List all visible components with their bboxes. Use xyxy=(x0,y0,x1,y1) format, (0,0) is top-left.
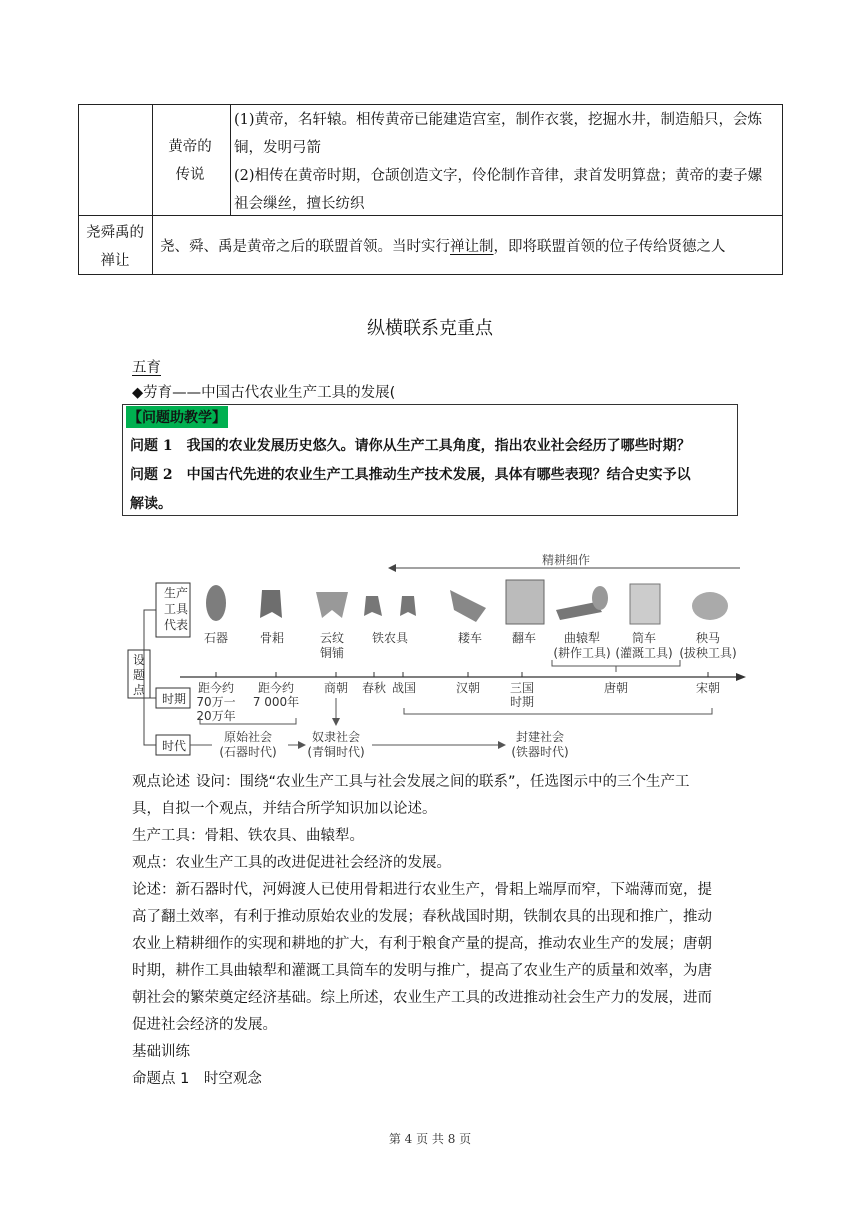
row1-content: (1)黄帝，名轩辕。相传黄帝已能建造宫室，制作衣裳，挖掘水井，制造船只，会炼 铜，发明弓箭 (2)相传在黄帝时期，仓颉创造文字，伶伦制作音律，隶首发明算盘；黄帝的妻子嫘 祖会缫丝，擅长纺织 xyxy=(234,112,763,212)
svg-text:20万年: 20万年 xyxy=(196,709,236,723)
svg-text:春秋: 春秋 xyxy=(361,681,387,695)
questions: 问题 1 我国的农业发展历史悠久。请你从生产工具角度，指出农业社会经历了哪些时期？ 问题 2 中国古代先进的农业生产工具推动生产技术发展，具体有哪些表现？结合史实予以 解读。 xyxy=(130,438,691,512)
tool-quyuanli: 曲辕犁 xyxy=(563,631,601,645)
page-number: 第 4 页 共 8 页 xyxy=(388,1132,472,1146)
svg-text:三国: 三国 xyxy=(509,681,535,695)
seed-drill-icon xyxy=(450,590,486,622)
tube-wheel-icon xyxy=(630,584,660,624)
svg-text:7 000年: 7 000年 xyxy=(252,695,300,709)
svg-text:(铁器时代): (铁器时代) xyxy=(511,745,569,759)
svg-text:奴隶社会: 奴隶社会 xyxy=(311,730,361,744)
water-wheel-icon xyxy=(506,580,544,624)
tool-fanche: 翻车 xyxy=(511,631,537,645)
tool-gengzuo: (耕作工具) xyxy=(553,646,611,660)
argument-section: 观点论述 设问：围绕“农业生产工具与社会发展之间的联系”，任选图示中的三个生产工 具，自拟一个观点，并结合所学知识加以论述。 生产工具：骨耜、铁农具、曲辕犁。 观点：农业生产工具的改进促进社会经济的发展。 论述：新石器时代，河姆渡人已使用骨耜进行农业生产，骨耜上端厚而窄，下端薄而宽，提 高了翻土效率，有利于推动原始农业的发展；春秋战国时期，铁制农具的出现和推广，推动 农业上精耕细作的实现和耕地的扩大，有利于粮食产量的提高，推动农业生产的发展；唐朝 时期，耕作工具曲辕犁和灌溉工具筒车的发明与推广，提高了农业生产的质量和效率，为唐 朝社会的繁荣奠定经济基础。综上所述，农业生产工具的改进推动社会生产力的发展，进而 促进社会经济的发展。 基础训练 命题点 1 时空观念 xyxy=(132,774,712,1087)
svg-text:战国: 战国 xyxy=(391,681,417,695)
rice-horse-icon xyxy=(692,592,728,620)
svg-text:(青铜时代): (青铜时代) xyxy=(307,745,365,759)
svg-text:汉朝: 汉朝 xyxy=(455,681,481,695)
row2-label: 尧舜禹的 禅让 xyxy=(86,225,144,269)
row1-label: 黄帝的 传说 xyxy=(168,139,212,183)
svg-text:时期: 时期 xyxy=(509,695,535,709)
tool-tongche: 筒车 xyxy=(631,631,657,645)
wuyu-heading: 五育 xyxy=(132,360,161,376)
tool-guangai: (灌溉工具) xyxy=(615,646,673,660)
bronze-tool-icon xyxy=(316,592,348,618)
tool-shiqi: 石器 xyxy=(203,631,229,645)
row2-content: 尧、舜、禹是黄帝之后的联盟首领。当时实行禅让制，即将联盟首领的位子传给贤德之人 xyxy=(160,239,726,255)
stone-tool-icon xyxy=(206,585,226,621)
jinggeng-label: 精耕细作 xyxy=(541,553,591,567)
svg-text:距今约: 距今约 xyxy=(257,681,295,695)
bone-spade-icon xyxy=(260,590,282,618)
svg-text:封建社会: 封建社会 xyxy=(515,730,565,744)
era-row-label: 时代 xyxy=(162,739,187,753)
tools-row-label: 生产 工具 代表 xyxy=(164,586,189,632)
tool-louche: 耧车 xyxy=(457,631,483,645)
side-label: 设 题 点 xyxy=(133,653,146,697)
period-row-label: 时期 xyxy=(162,692,187,706)
iron-tool-icon xyxy=(364,596,382,616)
tool-bayang: (拔秧工具) xyxy=(679,646,737,660)
tool-tongpu: 铜铺 xyxy=(319,646,345,660)
tool-gusi: 骨耜 xyxy=(259,631,285,645)
tool-yunwen: 云纹 xyxy=(319,631,345,645)
svg-text:(石器时代): (石器时代) xyxy=(219,745,277,759)
tool-yangma: 秧马 xyxy=(695,631,721,645)
laoyu-heading: ◆劳育——中国古代农业生产工具的发展( xyxy=(132,385,396,401)
section-title: 纵横联系克重点 xyxy=(367,318,493,339)
svg-text:70万一: 70万一 xyxy=(196,695,236,709)
svg-text:距今约: 距今约 xyxy=(197,681,235,695)
tool-tienongju: 铁农具 xyxy=(371,631,409,645)
farm-tools-diagram xyxy=(120,540,750,765)
svg-text:商朝: 商朝 xyxy=(323,681,349,695)
svg-text:唐朝: 唐朝 xyxy=(603,681,629,695)
question-tag: 【问题助教学】 xyxy=(126,406,228,428)
svg-text:原始社会: 原始社会 xyxy=(223,730,273,744)
svg-text:宋朝: 宋朝 xyxy=(695,681,721,695)
